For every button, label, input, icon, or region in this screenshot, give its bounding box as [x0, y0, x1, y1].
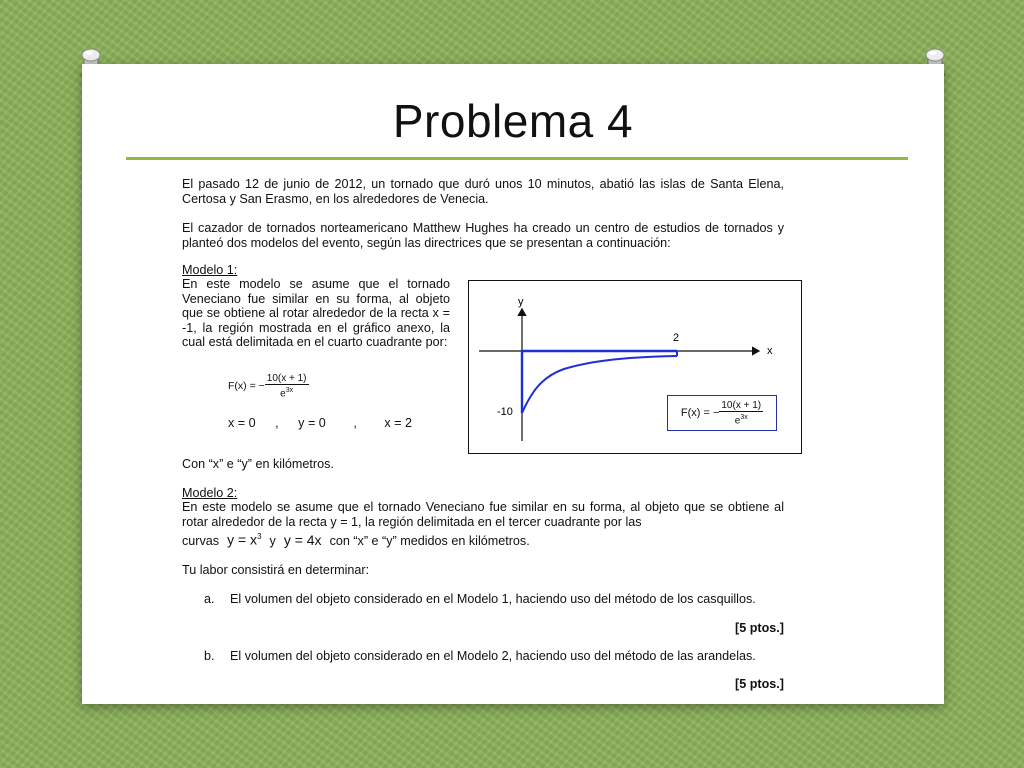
model-1-function	[228, 373, 309, 399]
y-axis-label: y	[518, 296, 524, 308]
slide-card	[82, 64, 944, 704]
model-1-text: En este modelo se asume que el tornado Veneciano fue similar en su forma, al objeto que se obtiene al rotar alrededor de la recta x = -1, la región mostrada en el gráfico anexo, la cual está delimitada en el cuarto cuadrante por:	[182, 277, 450, 349]
y-tick-label: -10	[497, 406, 513, 418]
bound-x2: x = 2	[384, 416, 412, 430]
curve-1	[227, 530, 261, 547]
function-numerator: 10(x + 1)	[266, 373, 307, 384]
curve-1-base: y = x	[227, 531, 258, 548]
bound-x0: x = 0	[228, 416, 256, 430]
intro-paragraph-1: El pasado 12 de junio de 2012, un tornado que duró unos 10 minutos, abatió las islas de Santa Elena, Certosa y San Erasmo, en los alrededores de Venecia.	[182, 177, 784, 206]
x-axis-label: x	[767, 345, 773, 357]
curve-2: y = 4x	[283, 531, 322, 548]
task-b-text: El volumen del objeto considerado en el Modelo 2, haciendo uso del método de las arandelas.	[230, 649, 756, 663]
model-2-curves-line	[182, 530, 530, 548]
separator: ,	[353, 416, 357, 430]
task-b-letter: b.	[204, 649, 215, 663]
legend-lhs: F(x) = −	[680, 406, 720, 419]
curvas-word: curvas	[182, 533, 220, 548]
model-1-units: Con “x” e “y” en kilómetros.	[182, 457, 334, 471]
model-2-text: En este modelo se asume que el tornado Veneciano fue similar en su forma, al objeto que se obtiene al rotar alrededor de la recta y = 1, la región delimitada en el tercer cuadrante por las	[182, 500, 784, 529]
separator: ,	[275, 416, 279, 430]
intro-paragraph-2: El cazador de tornados norteamericano Matthew Hughes ha creado un centro de estudios de tornados y planteó dos modelos del evento, según las directrices que se presentan a continuación:	[182, 221, 784, 250]
legend-numerator: 10(x + 1)	[721, 399, 762, 411]
denominator-exponent: 3x	[285, 387, 294, 394]
function-lhs: F(x) = −	[228, 379, 265, 392]
task-b-points: [5 ptos.]	[735, 677, 784, 691]
title-underline	[126, 157, 908, 160]
curve-1-exponent: 3	[257, 532, 262, 541]
legend-denominator	[733, 412, 750, 426]
model-1-heading: Modelo 1:	[182, 263, 238, 277]
denominator-base: e	[280, 388, 286, 400]
model-2-tail: con “x” e “y” medidos en kilómetros.	[329, 533, 530, 548]
function-curve	[522, 356, 677, 413]
legend-fraction	[719, 400, 763, 426]
legend-denominator-exponent: 3x	[740, 413, 748, 421]
task-a-points: [5 ptos.]	[735, 621, 784, 635]
model-1-bounds	[228, 416, 412, 431]
function-denominator	[278, 385, 295, 399]
model-1-graph	[468, 280, 802, 454]
task-a-text: El volumen del objeto considerado en el Modelo 1, haciendo uso del método de los casquillos.	[230, 592, 756, 606]
x-tick-label: 2	[673, 332, 680, 344]
task-a-letter: a.	[204, 592, 215, 606]
problem-document	[176, 176, 832, 696]
bound-y0: y = 0	[298, 416, 326, 430]
model-2-heading: Modelo 2:	[182, 486, 238, 500]
legend-denominator-base: e	[734, 415, 741, 427]
slide-title: Problema 4	[392, 95, 634, 147]
task-intro: Tu labor consistirá en determinar:	[182, 563, 370, 577]
function-fraction	[265, 373, 309, 399]
y-conjunction: y	[269, 533, 276, 548]
graph-legend	[667, 395, 777, 431]
